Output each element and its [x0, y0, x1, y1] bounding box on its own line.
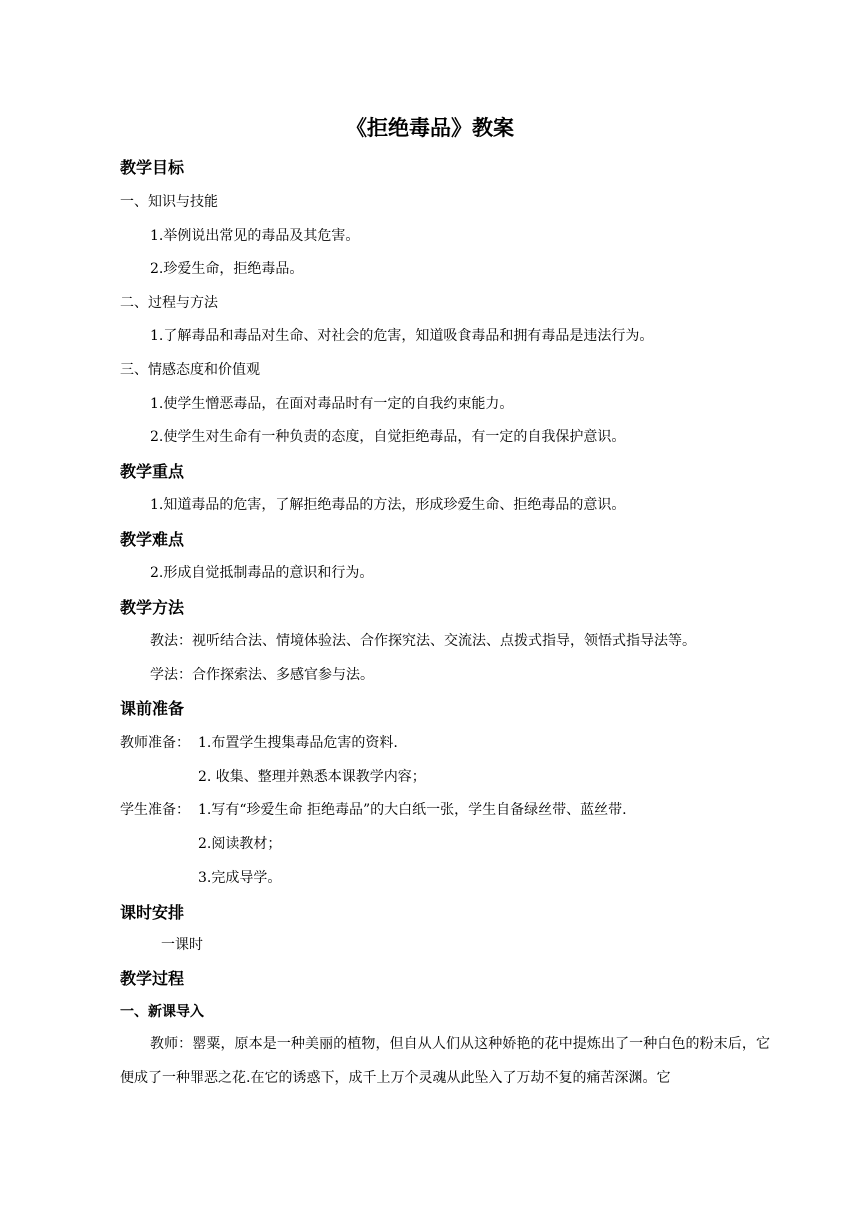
goals-part3-label: 三、情感态度和价值观	[120, 362, 260, 378]
goals-part3-item-2: 2.使学生对生命有一种负责的态度，自觉拒绝毒品，有一定的自我保护意识。	[150, 429, 626, 445]
heading-key-points: 教学重点	[120, 462, 185, 481]
heading-goals: 教学目标	[120, 158, 185, 177]
student-prep-item-1: 1.写有“珍爱生命 拒绝毒品”的大白纸一张，学生自备绿丝带、蓝丝带.	[198, 802, 627, 818]
process-part1-label: 一、新课导入	[120, 1004, 204, 1020]
goals-part1-label: 一、知识与技能	[120, 194, 218, 210]
student-prep-item-3: 3.完成导学。	[198, 870, 282, 886]
difficulties-item-1: 2.形成自觉抵制毒品的意识和行为。	[150, 565, 374, 581]
methods-learning: 学法：合作探索法、多感官参与法。	[150, 667, 374, 683]
goals-part1-item-2: 2.珍爱生命，拒绝毒品。	[150, 261, 304, 277]
heading-preparation: 课前准备	[120, 699, 185, 718]
student-prep-item-2: 2.阅读教材；	[198, 836, 282, 852]
process-intro-paragraph: 教师：罂粟，原本是一种美丽的植物，但自从人们从这种娇艳的花中提炼出了一种白色的粉末后，它便成了一种罪恶之花.在它的诱惑下，成千上万个灵魂从此坠入了万劫不复的痛苦深渊。它	[120, 1036, 770, 1086]
goals-part1-item-1: 1.举例说出常见的毒品及其危害。	[150, 228, 360, 244]
heading-methods: 教学方法	[120, 598, 185, 617]
goals-part2-item-1: 1.了解毒品和毒品对生命、对社会的危害，知道吸食毒品和拥有毒品是违法行为。	[150, 328, 654, 344]
key-points-item-1: 1.知道毒品的危害，了解拒绝毒品的方法，形成珍爱生命、拒绝毒品的意识。	[150, 497, 626, 513]
teacher-prep-item-2: 2. 收集、整理并熟悉本课教学内容；	[198, 769, 426, 785]
heading-schedule: 课时安排	[120, 903, 185, 922]
heading-difficulties: 教学难点	[120, 530, 185, 549]
schedule-text: 一课时	[161, 937, 203, 953]
goals-part2-label: 二、过程与方法	[120, 295, 218, 311]
teacher-prep-item-1: 1.布置学生搜集毒品危害的资料.	[198, 735, 398, 751]
goals-part3-item-1: 1.使学生憎恶毒品，在面对毒品时有一定的自我约束能力。	[150, 396, 514, 412]
heading-process: 教学过程	[120, 969, 185, 988]
document-title: 《拒绝毒品》教案	[346, 116, 514, 140]
student-prep-label: 学生准备：	[120, 802, 190, 818]
methods-teaching: 教法：视听结合法、情境体验法、合作探究法、交流法、点拨式指导，领悟式指导法等。	[150, 633, 696, 649]
teacher-prep-label: 教师准备：	[120, 735, 190, 751]
